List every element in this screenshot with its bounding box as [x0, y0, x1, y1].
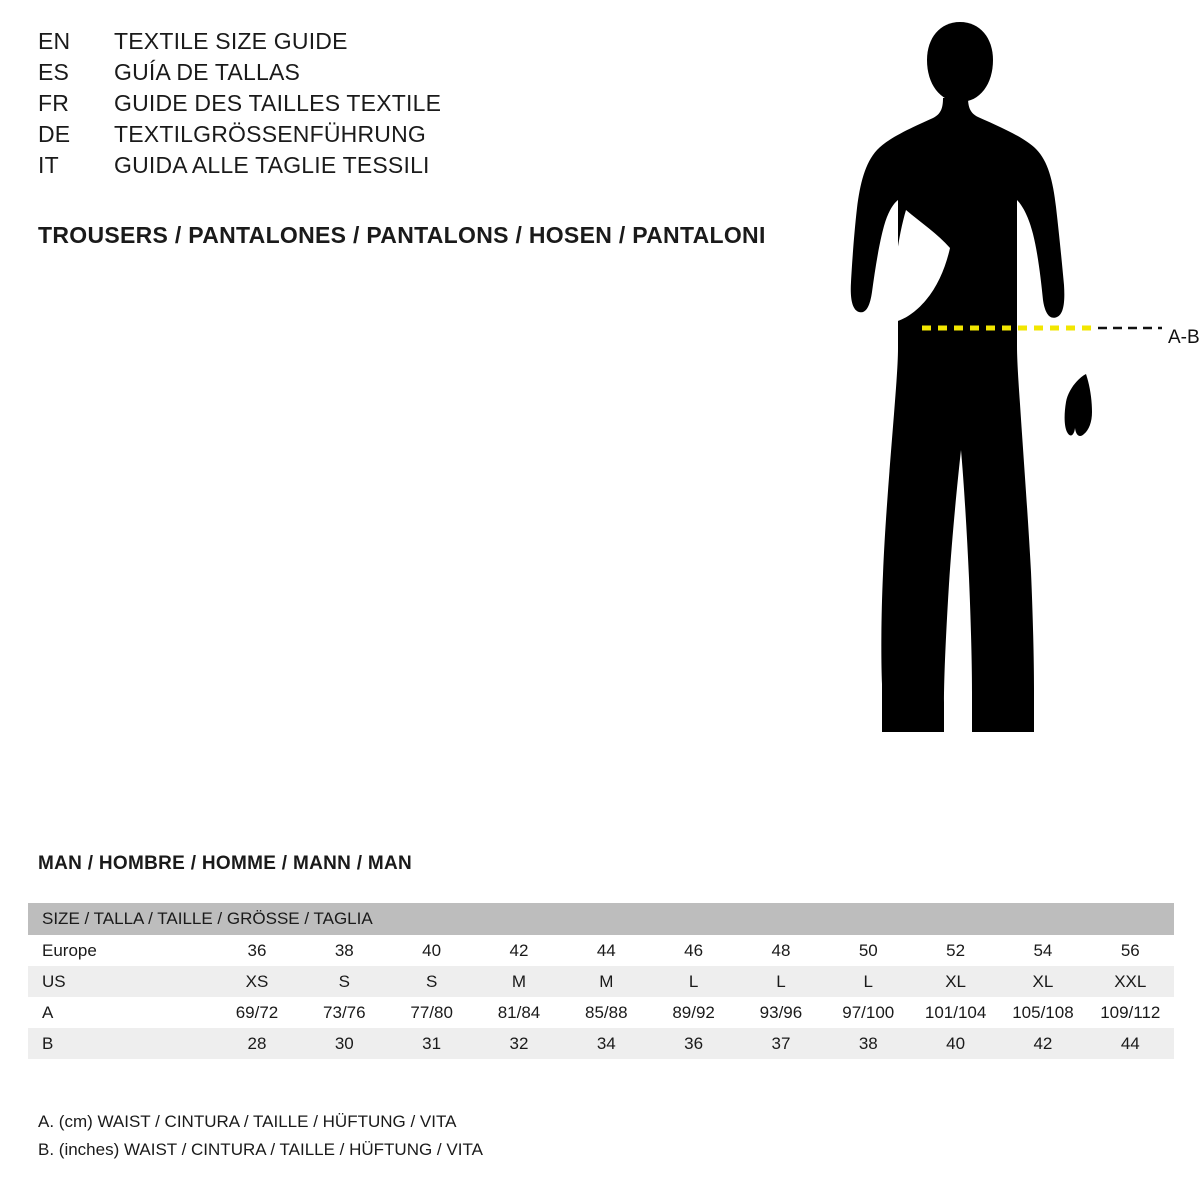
figure-illustration [810, 14, 1200, 804]
cell: L [688, 971, 699, 991]
cell: 44 [596, 940, 616, 960]
cell: 40 [946, 1033, 966, 1053]
cell: 48 [771, 940, 791, 960]
cell: 50 [858, 940, 878, 960]
language-title: TEXTILE SIZE GUIDE [114, 28, 348, 54]
row-label: US [42, 971, 66, 991]
language-code: IT [38, 152, 59, 178]
language-code: DE [38, 121, 71, 147]
cell: 56 [1120, 940, 1140, 960]
footnotes [38, 1108, 483, 1164]
table-row [28, 997, 1174, 1028]
row-label: Europe [42, 940, 97, 960]
language-row [38, 59, 798, 90]
footnote-a: A. (cm) WAIST / CINTURA / TAILLE / HÜFTUNG / VITA [38, 1112, 457, 1131]
cell: 101/104 [924, 1002, 987, 1022]
cell: 109/112 [1100, 1002, 1161, 1022]
garment-type-title: TROUSERS / PANTALONES / PANTALONS / HOSEN / PANTALONI [38, 222, 766, 248]
language-title: TEXTILGRÖSSENFÜHRUNG [114, 121, 426, 147]
cell: 81/84 [497, 1002, 541, 1022]
cell: 42 [509, 940, 529, 960]
table-row [28, 966, 1174, 997]
cell: 31 [422, 1033, 442, 1053]
measure-label-ab: A-B [1168, 327, 1200, 348]
cell: 36 [247, 940, 267, 960]
cell: 69/72 [235, 1002, 279, 1022]
cell: 54 [1033, 940, 1053, 960]
cell: 38 [334, 940, 354, 960]
language-code: ES [38, 59, 70, 85]
size-table [28, 903, 1174, 1059]
table-header-label: SIZE / TALLA / TAILLE / GRÖSSE / TAGLIA [28, 903, 1174, 935]
cell: XL [945, 971, 966, 991]
cell: 40 [422, 940, 442, 960]
man-silhouette-icon [810, 14, 1190, 804]
language-row [38, 90, 798, 121]
language-code: FR [38, 90, 70, 116]
language-title-block [38, 28, 798, 183]
cell: XS [245, 971, 269, 991]
cell: 37 [771, 1033, 791, 1053]
row-label: B [42, 1033, 54, 1053]
cell: 34 [596, 1033, 616, 1053]
cell: 36 [684, 1033, 704, 1053]
language-row [38, 28, 798, 59]
table-section-title: MAN / HOMBRE / HOMME / MANN / MAN [38, 853, 413, 874]
row-label: A [42, 1002, 54, 1022]
language-title: GUIDA ALLE TAGLIE TESSILI [114, 152, 430, 178]
cell: 46 [684, 940, 704, 960]
cell: 38 [858, 1033, 878, 1053]
cell: 97/100 [842, 1002, 895, 1022]
language-title: GUIDE DES TAILLES TEXTILE [114, 90, 442, 116]
cell: S [338, 971, 350, 991]
cell: 77/80 [410, 1002, 453, 1022]
cell: M [511, 971, 527, 991]
language-row [38, 121, 798, 152]
cell: 52 [946, 940, 966, 960]
cell: 32 [509, 1033, 529, 1053]
cell: XL [1032, 971, 1054, 991]
footnote-b: B. (inches) WAIST / CINTURA / TAILLE / HÜFTUNG / VITA [38, 1140, 483, 1159]
cell: 85/88 [585, 1002, 628, 1022]
cell: 93/96 [759, 1002, 803, 1022]
language-code: EN [38, 28, 71, 54]
cell: L [776, 971, 786, 991]
table-header-row [28, 903, 1174, 935]
cell: L [863, 971, 873, 991]
cell: M [599, 971, 614, 991]
cell: 73/76 [323, 1002, 366, 1022]
cell: 30 [334, 1033, 354, 1053]
cell: S [425, 971, 438, 991]
language-row [38, 152, 798, 183]
table-row [28, 935, 1174, 966]
table-row [28, 1028, 1174, 1059]
cell: 105/108 [1012, 1002, 1074, 1022]
language-title: GUÍA DE TALLAS [114, 59, 301, 85]
cell: XXL [1114, 971, 1147, 991]
cell: 89/92 [672, 1002, 715, 1022]
cell: 44 [1120, 1033, 1140, 1053]
cell: 42 [1033, 1033, 1053, 1053]
cell: 28 [247, 1033, 267, 1053]
